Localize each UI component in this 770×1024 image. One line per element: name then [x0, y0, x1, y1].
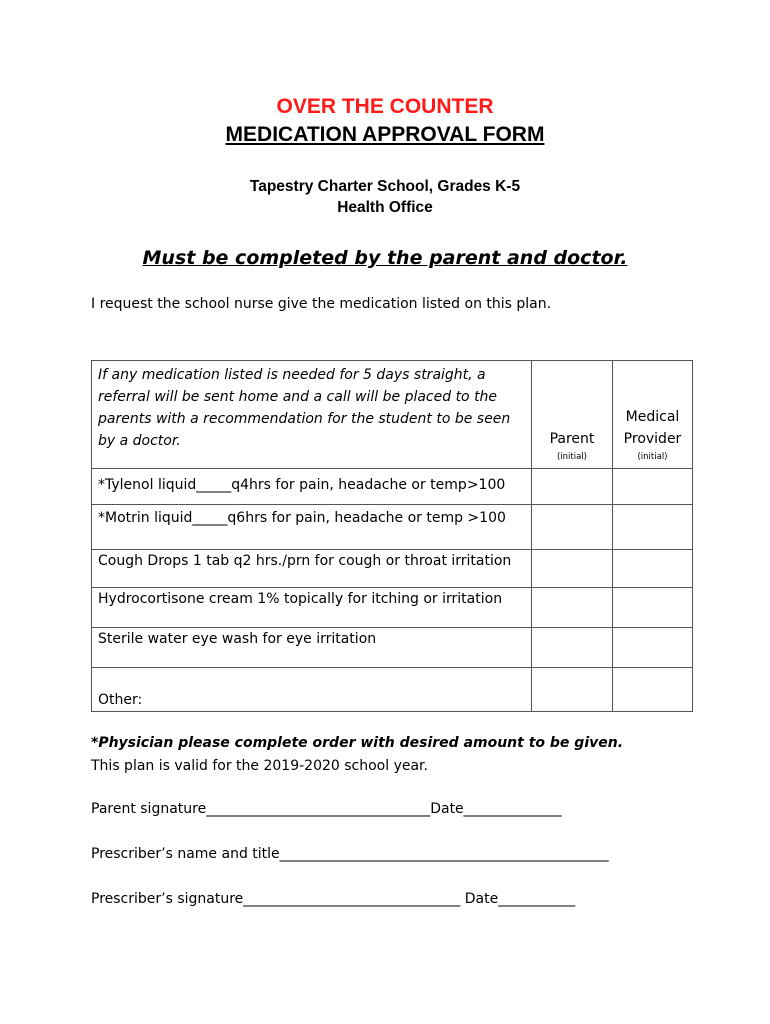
parent-initial-label: (initial) — [556, 452, 587, 462]
table-row — [92, 469, 693, 505]
prescriber-signature-line[interactable]: Prescriber’s signature_______________________________ Date___________ — [91, 891, 576, 907]
provider-label-line2: Provider — [623, 431, 682, 447]
request-statement: I request the school nurse give the medication listed on this plan. — [91, 296, 552, 312]
medication-other[interactable]: Other: — [92, 668, 532, 712]
medication-hydrocortisone: Hydrocortisone cream 1% topically for itching or irritation — [92, 588, 532, 628]
table-row — [92, 628, 693, 668]
instruction-heading: Must be completed by the parent and doctor. — [142, 247, 628, 269]
referral-notice: If any medication listed is needed for 5 days straight, a referral will be sent home and a call will be placed to the parents with a recommendation for the student to be seen by a doctor. — [92, 361, 532, 469]
office-name: Health Office — [337, 199, 433, 216]
provider-initial-label: (initial) — [637, 452, 668, 462]
provider-label — [613, 406, 692, 450]
medication-eye-wash: Sterile water eye wash for eye irritation — [92, 628, 532, 668]
provider-initial-cell[interactable] — [613, 628, 693, 668]
form-title-line2 — [0, 123, 770, 147]
medication-tylenol: *Tylenol liquid_____q4hrs for pain, headache or temp>100 — [92, 469, 532, 505]
provider-initial-cell[interactable] — [613, 668, 693, 712]
provider-label-line1: Medical — [625, 409, 680, 425]
physician-note: *Physician please complete order with desired amount to be given. — [91, 735, 624, 751]
table-row — [92, 550, 693, 588]
provider-initial-cell[interactable] — [613, 469, 693, 505]
medication-motrin: *Motrin liquid_____q6hrs for pain, headache or temp >100 — [92, 505, 532, 550]
provider-initial-cell[interactable] — [613, 588, 693, 628]
table-row — [92, 505, 693, 550]
table-header-row — [92, 361, 693, 469]
parent-signature-line[interactable]: Parent signature________________________________Date______________ — [91, 801, 562, 817]
prescriber-name-line[interactable]: Prescriber’s name and title_______________________________________________ — [91, 846, 609, 862]
form-title-text: MEDICATION APPROVAL FORM — [225, 123, 545, 146]
medication-cough-drops: Cough Drops 1 tab q2 hrs./prn for cough or throat irritation — [92, 550, 532, 588]
parent-initial-cell[interactable] — [532, 550, 613, 588]
validity-note: This plan is valid for the 2019-2020 school year. — [91, 758, 428, 774]
school-name: Tapestry Charter School, Grades K-5 — [249, 178, 521, 195]
parent-initial-cell[interactable] — [532, 668, 613, 712]
table-row — [92, 588, 693, 628]
provider-initial-cell[interactable] — [613, 505, 693, 550]
parent-column-header — [532, 361, 613, 469]
provider-initial-cell[interactable] — [613, 550, 693, 588]
school-info — [0, 176, 770, 218]
parent-initial-cell[interactable] — [532, 469, 613, 505]
form-title-line1: OVER THE COUNTER — [276, 95, 494, 118]
parent-initial-cell[interactable] — [532, 628, 613, 668]
provider-column-header — [613, 361, 693, 469]
medication-table — [91, 360, 693, 712]
parent-initial-cell[interactable] — [532, 588, 613, 628]
parent-label: Parent — [549, 431, 595, 447]
parent-initial-cell[interactable] — [532, 505, 613, 550]
table-row — [92, 668, 693, 712]
